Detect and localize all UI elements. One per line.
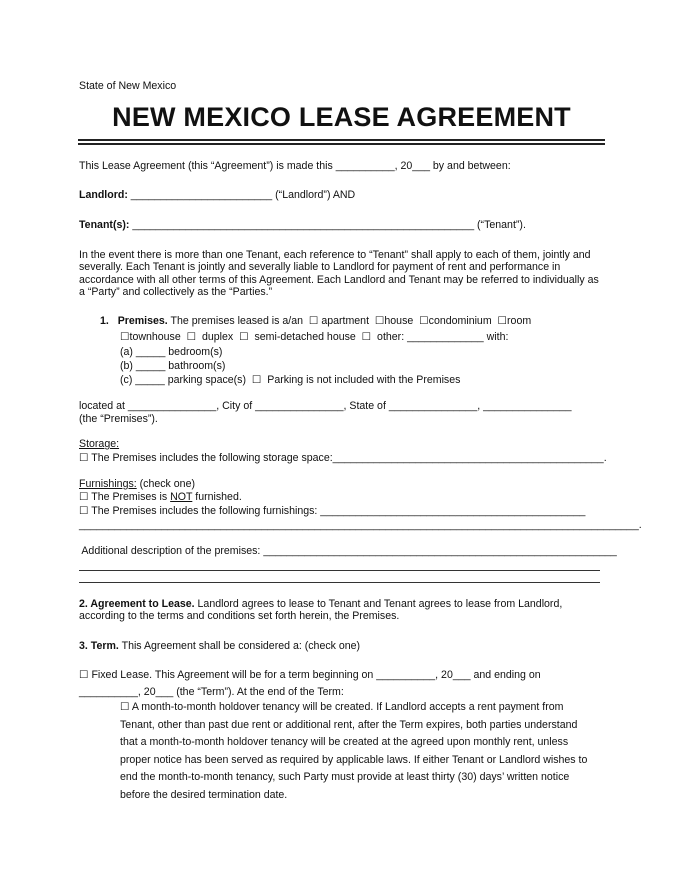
furnishings-heading: Furnishings: xyxy=(79,478,137,490)
furnishings-option1-suffix: furnished. xyxy=(192,491,242,503)
premises-bedrooms: (a) _____ bedroom(s) xyxy=(120,346,223,358)
agreement-to-lease-text: Landlord agrees to lease to Tenant and Tenant agrees to lease from Landlord, according to the terms and conditions set forth herein, the Premises. xyxy=(79,598,563,623)
furnishings-option1-prefix: ☐ The Premises is xyxy=(79,491,171,503)
additional-description-line-1 xyxy=(79,570,600,571)
furnishings-continuation: _______________________________________________________________________________________________. xyxy=(79,519,642,531)
term-heading: 3. Term. xyxy=(79,640,119,652)
fixed-lease-line-2: __________, 20___ (the “Term”). At the end of the Term: xyxy=(79,686,344,698)
furnishings-heading-suffix: (check one) xyxy=(136,478,195,490)
furnishings-option-includes: ☐ The Premises includes the following furnishings: _____________________________________________ xyxy=(79,505,586,517)
agreement-to-lease-paragraph xyxy=(79,598,599,623)
landlord-label: Landlord: xyxy=(79,189,128,201)
intro-line: This Lease Agreement (this “Agreement”) is made this __________, 20___ by and between: xyxy=(79,160,511,172)
landlord-line xyxy=(79,189,355,202)
term-line xyxy=(79,640,360,653)
state-label: State of New Mexico xyxy=(79,80,177,92)
premises-line-2: ☐townhouse ☐ duplex ☐ semi-detached house ☐ other: _____________ with: xyxy=(120,331,509,343)
title-rule-bottom xyxy=(78,143,605,145)
storage-heading: Storage: xyxy=(79,438,120,450)
furnishings-not: NOT xyxy=(170,491,193,503)
premises-bathrooms: (b) _____ bathroom(s) xyxy=(120,360,226,372)
landlord-blank: ________________________ (“Landlord”) AND xyxy=(127,189,356,201)
tenant-label: Tenant(s): xyxy=(79,219,130,231)
term-text: This Agreement shall be considered a: (check one) xyxy=(118,640,361,652)
premises-type-options: The premises leased is a/an ☐ apartment ☐house ☐condominium ☐room xyxy=(167,315,532,327)
tenant-line xyxy=(79,219,526,232)
additional-description-label: Additional description of the premises: ____________________________________________________________ xyxy=(79,545,617,557)
holdover-paragraph: ☐ A month-to-month holdover tenancy will be created. If Landlord accepts a rent payment from Tenant, other than past due rent or additional rent, after the Term expires, both parties understand that a month-to-month holdover tenancy will be created at the agreed upon monthly rent, unless proper notice has been served as required by applicable laws. If either Tenant or Landlord wishes to end the month-to-month tenancy, such Party must provide at least thirty (30) days’ written notice before the desired termination date. xyxy=(120,701,588,801)
agreement-to-lease-heading: 2. Agreement to Lease. xyxy=(79,598,195,610)
furnishings-option-not-furnished xyxy=(79,491,242,504)
document-title: NEW MEXICO LEASE AGREEMENT xyxy=(112,102,571,132)
furnishings-heading-line xyxy=(79,478,195,491)
additional-description-line-2 xyxy=(79,582,600,583)
storage-option: ☐ The Premises includes the following storage space:______________________________________________. xyxy=(79,452,607,464)
tenant-blank: __________________________________________________________ (“Tenant”). xyxy=(129,219,526,231)
title-rule-top xyxy=(78,139,605,141)
fixed-lease-line-1: ☐ Fixed Lease. This Agreement will be for a term beginning on __________, 20___ and ending on xyxy=(79,669,541,681)
parties-paragraph: In the event there is more than one Tenant, each reference to “Tenant” shall apply to each of them, jointly and severally. Each Tenant is jointly and severally liable to Landlord for payment of rent and performance in accordance with all other terms of this Agreement. Each Landlord and Tenant may be referred to individually as a “Party” and collectively as the “Parties.” xyxy=(79,249,599,299)
premises-line-1 xyxy=(100,315,531,328)
premises-parking: (c) _____ parking space(s) ☐ Parking is not included with the Premises xyxy=(120,374,461,386)
premises-heading: Premises. xyxy=(117,315,168,327)
premises-location: located at _______________, City of _______________, State of _______________, _______________ xyxy=(79,400,572,412)
premises-number: 1. xyxy=(100,315,109,327)
premises-location-suffix: (the “Premises”). xyxy=(79,413,158,425)
